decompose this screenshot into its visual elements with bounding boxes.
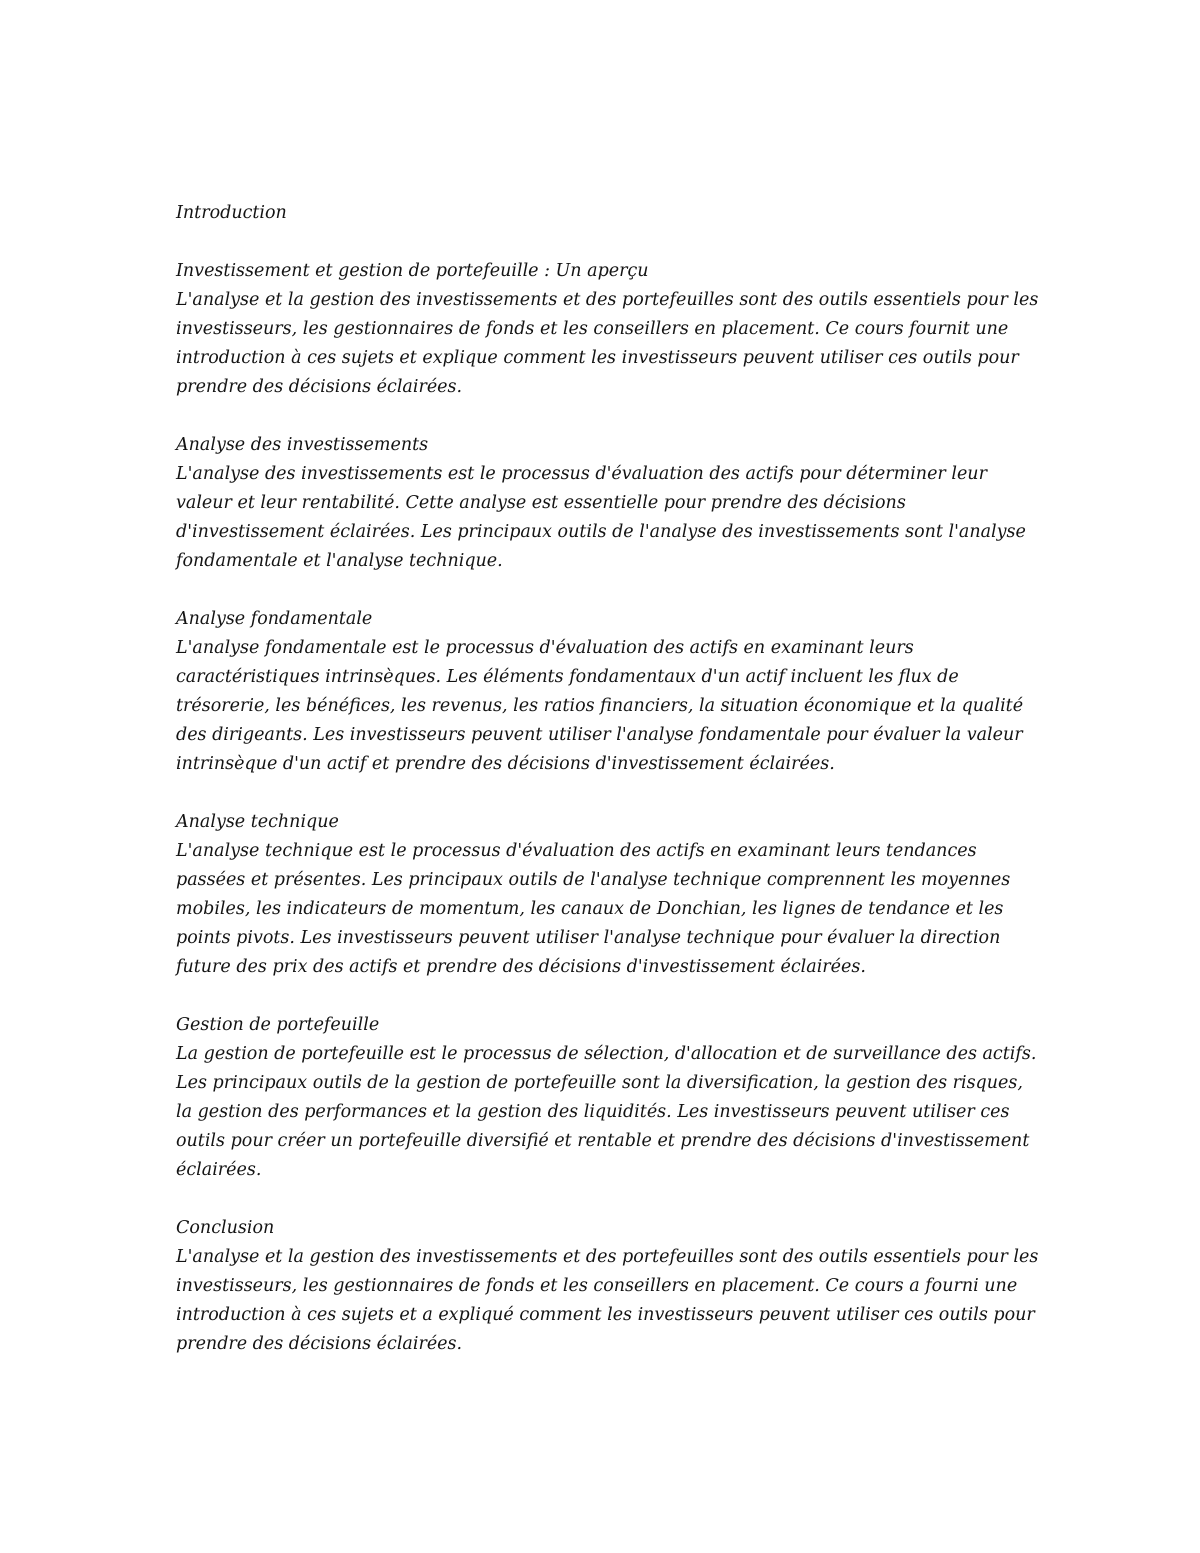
document-section: [176, 1011, 1036, 1185]
paragraph-line: fondamentale et l'analyse technique.: [176, 551, 503, 571]
document-section: [176, 605, 1036, 779]
document-section: [176, 808, 1036, 982]
paragraph-line: mobiles, les indicateurs de momentum, les canaux de Donchian, les lignes de tendance et les: [176, 899, 1004, 919]
paragraph-line: L'analyse technique est le processus d'évaluation des actifs en examinant leurs tendances: [176, 841, 977, 861]
section-paragraph: [176, 1243, 1039, 1359]
section-heading: Analyse des investissements: [176, 435, 429, 455]
paragraph-line: la gestion des performances et la gestion des liquidités. Les investisseurs peuvent utiliser ces: [176, 1102, 1010, 1122]
section-paragraph: [176, 634, 1036, 779]
paragraph-line: points pivots. Les investisseurs peuvent utiliser l'analyse technique pour évaluer la direction: [176, 928, 1001, 948]
section-paragraph: [176, 837, 1036, 982]
document-body: [176, 199, 1039, 1388]
document-section: [176, 1214, 1039, 1359]
paragraph-line: outils pour créer un portefeuille diversifié et rentable et prendre des décisions d'investissement: [176, 1131, 1030, 1151]
paragraph-line: valeur et leur rentabilité. Cette analyse est essentielle pour prendre des décisions: [176, 493, 906, 513]
paragraph-line: La gestion de portefeuille est le processus de sélection, d'allocation et de surveillance des actifs.: [176, 1044, 1037, 1064]
paragraph-line: Les principaux outils de la gestion de portefeuille sont la diversification, la gestion des risques,: [176, 1073, 1023, 1093]
document-title: Introduction: [176, 203, 287, 223]
paragraph-line: d'investissement éclairées. Les principaux outils de l'analyse des investissements sont l'analyse: [176, 522, 1026, 542]
document-section: [176, 431, 1036, 576]
paragraph-line: L'analyse et la gestion des investissements et des portefeuilles sont des outils essentiels pour les: [176, 290, 1039, 310]
document-section: [176, 257, 1039, 402]
paragraph-line: L'analyse fondamentale est le processus d'évaluation des actifs en examinant leurs: [176, 638, 914, 658]
paragraph-line: passées et présentes. Les principaux outils de l'analyse technique comprennent les moyennes: [176, 870, 1011, 890]
section-heading: Analyse technique: [176, 812, 339, 832]
paragraph-line: des dirigeants. Les investisseurs peuvent utiliser l'analyse fondamentale pour évaluer la valeur: [176, 725, 1023, 745]
paragraph-line: prendre des décisions éclairées.: [176, 377, 463, 397]
paragraph-line: prendre des décisions éclairées.: [176, 1334, 463, 1354]
section-paragraph: [176, 1040, 1036, 1185]
paragraph-line: investisseurs, les gestionnaires de fonds et les conseillers en placement. Ce cours a fourni une: [176, 1276, 1018, 1296]
section-heading: Investissement et gestion de portefeuille : Un aperçu: [176, 261, 649, 281]
paragraph-line: intrinsèque d'un actif et prendre des décisions d'investissement éclairées.: [176, 754, 835, 774]
section-heading: Analyse fondamentale: [176, 609, 373, 629]
paragraph-line: éclairées.: [176, 1160, 262, 1180]
section-paragraph: [176, 286, 1039, 402]
document-sections: [176, 257, 1039, 1359]
paragraph-line: introduction à ces sujets et explique comment les investisseurs peuvent utiliser ces outils pour: [176, 348, 1019, 368]
section-heading: Conclusion: [176, 1218, 275, 1238]
paragraph-line: L'analyse des investissements est le processus d'évaluation des actifs pour déterminer leur: [176, 464, 987, 484]
paragraph-line: introduction à ces sujets et a expliqué comment les investisseurs peuvent utiliser ces outils pour: [176, 1305, 1035, 1325]
paragraph-line: caractéristiques intrinsèques. Les éléments fondamentaux d'un actif incluent les flux de: [176, 667, 959, 687]
paragraph-line: future des prix des actifs et prendre des décisions d'investissement éclairées.: [176, 957, 866, 977]
paragraph-line: trésorerie, les bénéfices, les revenus, les ratios financiers, la situation économique et la qualité: [176, 696, 1024, 716]
section-heading: Gestion de portefeuille: [176, 1015, 380, 1035]
section-paragraph: [176, 460, 1036, 576]
paragraph-line: L'analyse et la gestion des investissements et des portefeuilles sont des outils essentiels pour les: [176, 1247, 1039, 1267]
paragraph-line: investisseurs, les gestionnaires de fonds et les conseillers en placement. Ce cours fournit une: [176, 319, 1009, 339]
